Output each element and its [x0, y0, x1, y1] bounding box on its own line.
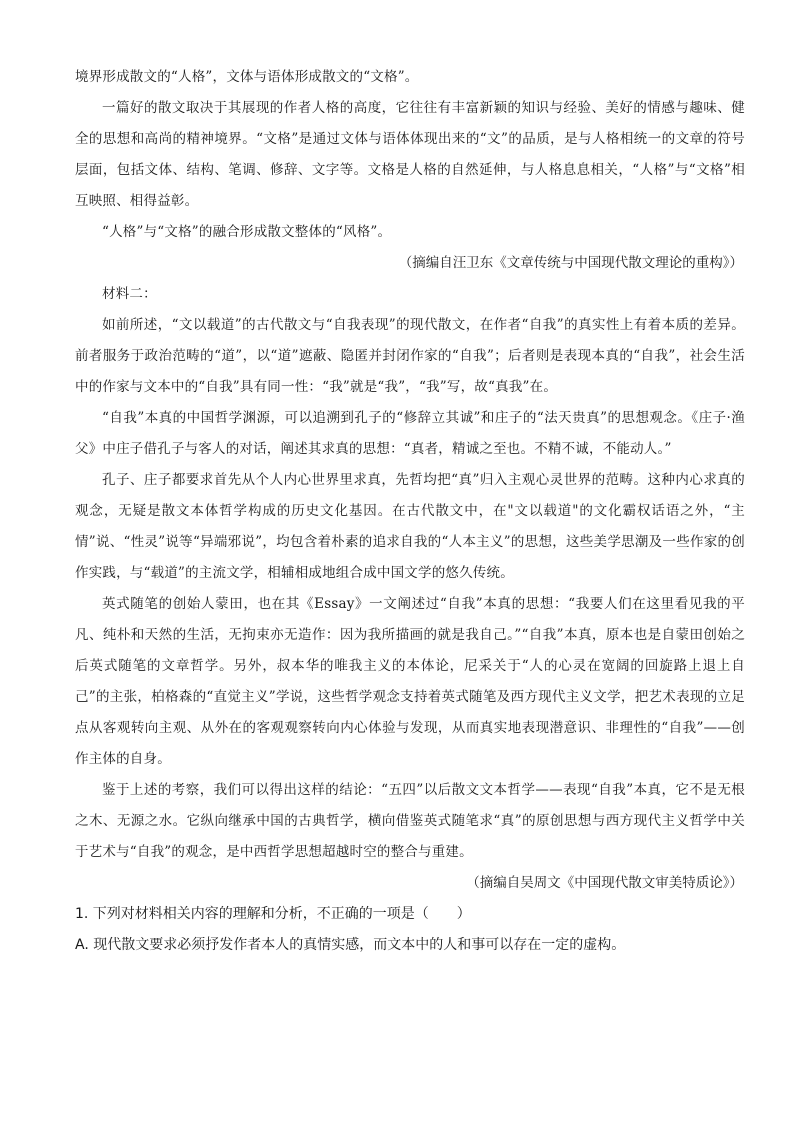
paragraph-1: 境界形成散文的“人格”，文体与语体形成散文的“文格”。: [75, 69, 419, 85]
material-2-paragraph-3: 孔子、庄子都要求首先从个人内心世界里求真，先哲均把“真”归入主观心灵世界的范畴。这种内心求真的观念，无疑是散文本体哲学构成的历史文化基因。在古代散文中，在"文以载道"的文化霸权话语之外，“主情”说、“性灵”说等“异端邪说”，均包含着朴素的追求自我的“人本主义”的思想，这些美学思潮及一些作家的创作实践，与“载道”的主流文学，相辅相成地组合成中国文学的悠久传统。: [75, 472, 745, 581]
source-citation-2: （摘编自吴周文《中国现代散文审美特质论》）: [466, 875, 743, 891]
paragraph-2: 一篇好的散文取决于其展现的作者人格的高度，它往往有丰富新颖的知识与经验、美好的情感与趣味、健全的思想和高尚的精神境界。“文格”是通过文体与语体体现出来的“文”的品质，是与人格相统一的文章的符号层面，包括文体、结构、笔调、修辞、文字等。文格是人格的自然延伸，与人格息息相关，“人格”与“文格”相互映照、相得益彰。: [75, 100, 745, 209]
question-1: 1. 下列对材料相关内容的理解和分析，不正确的一项是（ ）: [75, 906, 471, 922]
source-citation-1: （摘编自汪卫东《文章传统与中国现代散文理论的重构》）: [398, 255, 743, 271]
document-content: [75, 62, 745, 961]
material-2-paragraph-4: 英式随笔的创始人蒙田，也在其《Essay》一文阐述过“自我”本真的思想：“我要人们在这里看见我的平凡、纯朴和天然的生活，无拘束亦无造作：因为我所描画的就是我自己。”“自我”本真，原本也是自蒙田创始之后英式随笔的文章哲学。另外，叔本华的唯我主义的本体论，尼采关于“人的心灵在宽阔的回旋路上退上自己”的主张，柏格森的“直觉主义”学说，这些哲学观念支持着英式随笔及西方现代主义文学，把艺术表现的立足点从客观转向主观、从外在的客观观察转向内心体验与发现，从而真实地表现潜意识、非理性的“自我”——创作主体的自身。: [75, 596, 745, 767]
question-1-option-a: A. 现代散文要求必须抒发作者本人的真情实感，而文本中的人和事可以存在一定的虚构。: [75, 937, 626, 953]
material-2-paragraph-2: “自我”本真的中国哲学渊源，可以追溯到孔子的“修辞立其诚”和庄子的“法天贵真”的思想观念。《庄子·渔父》中庄子借孔子与客人的对话，阐述其求真的思想：“真者，精诚之至也。不精不诚，不能动人。”: [75, 410, 745, 457]
material-2-paragraph-1: 如前所述，“文以载道”的古代散文与“自我表现”的现代散文，在作者“自我”的真实性上有着本质的差异。前者服务于政治范畴的“道”，以“道”遮蔽、隐匿并封闭作家的“自我”；后者则是表现本真的“自我”，社会生活中的作家与文本中的“自我”具有同一性：“我”就是“我”，“我”写，故“真我”在。: [75, 317, 745, 395]
material-2-paragraph-5: 鉴于上述的考察，我们可以得出这样的结论：“五四”以后散文文本哲学——表现“自我”本真，它不是无根之木、无源之水。它纵向继承中国的古典哲学，横向借鉴英式随笔求“真”的原创思想与西方现代主义哲学中关于艺术与“自我”的观念，是中西哲学思想超越时空的整合与重建。: [75, 782, 745, 860]
paragraph-3: “人格”与“文格”的融合形成散文整体的“风格”。: [102, 224, 392, 240]
material-2-label: 材料二：: [102, 286, 157, 302]
